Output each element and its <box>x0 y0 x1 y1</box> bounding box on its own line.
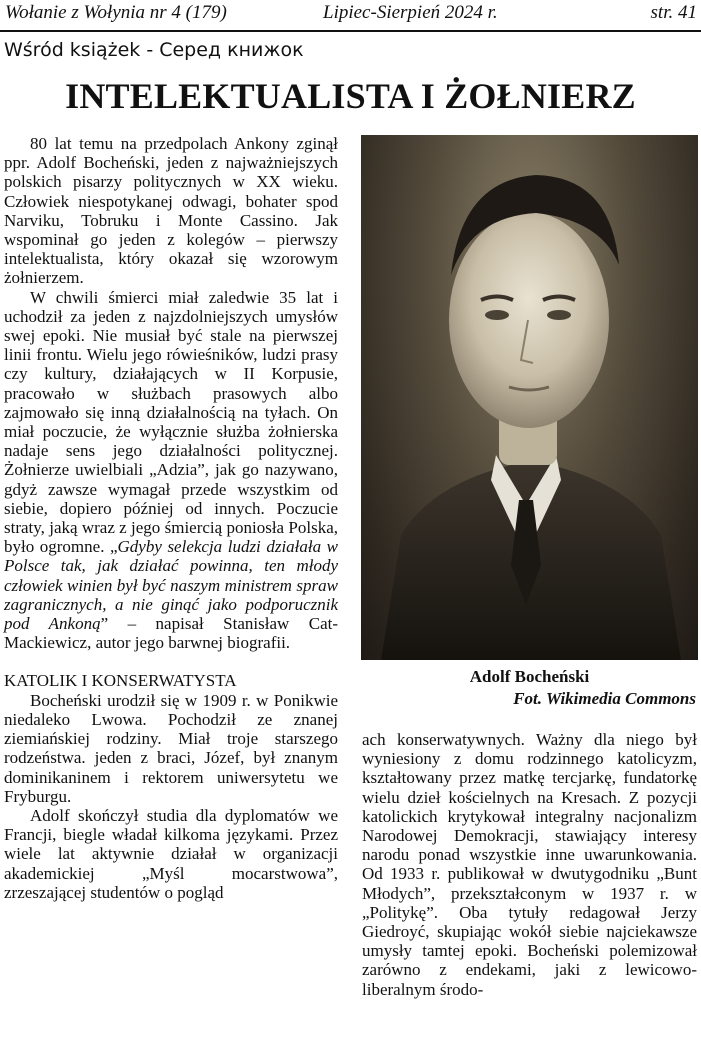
page-number: str. 41 <box>650 2 697 23</box>
paragraph-4-continued: ach konserwatywnych. Ważny dla niego był wyniesiony z domu rodzinnego katolicyzm, kształtowany przez matkę tercjarkę, fundatorkę wielu dzieł kościelnych na Kresach. Z pozycji katolickich krytykował integralny nacjonalizm Narodowej Demokracji, stawiający interesy narodu ponad wszystkie inne uwarunkowania. Od 1933 r. publikował w dwutygodniku „Bunt Młodych”, przekształconym w 1937 r. w „Politykę”. Oba tytuły redagował Jerzy Giedroyć, skupiając wokół siebie najciekawsze umysły tamtej epoki. Bocheński polemizował zarówno z endekami, jaki z lewicowo-liberalnym środo- <box>362 730 697 999</box>
paragraph-2-start: W chwili śmierci miał zaledwie 35 lat i uchodził za jeden z najzdolniejszych umysłów swej epoki. Nie musiał być stale na pierwszej linii frontu. Wielu jego rówieśników, ludzi prasy czy kultury, działających w II Korpusie, pracowało w służbach prasowych albo zajmowało się inną działalnością na tyłach. On miał poczucie, że wyłącznie służba żołnierska nadaje sens jego działalności politycznej. Żołnierze uwielbiali „Adzia”, jak go nazywano, gdyż zawsze wymagał przede wszystkim od siebie, dopiero później od innych. Poczucie straty, jaką wraz z jego śmiercią poniosła Polska, było ogromne. „ <box>4 287 338 557</box>
paragraph-2 <box>4 288 338 653</box>
issue-date: Lipiec-Sierpień 2024 r. <box>323 2 498 23</box>
section-title: Wśród książek - Серед книжок <box>4 39 304 61</box>
header-rule <box>0 30 701 32</box>
article-column-left <box>4 134 338 902</box>
issue-title: Wołanie z Wołynia nr 4 (179) <box>5 2 227 23</box>
article-column-right <box>362 730 697 999</box>
paragraph-2-end: ” – napisał Stanisław Cat-Mackiewicz, autor jego barwnej biografii. <box>4 614 339 653</box>
portrait-illustration <box>361 135 698 660</box>
portrait-photo <box>361 135 698 660</box>
paragraph-1: 80 lat temu na przedpolach Ankony zginął ppr. Adolf Bocheński, jeden z najważniejszych polskich pisarzy politycznych w XX wieku. Człowiek niespotykanej odwagi, bohater spod Narviku, Tobruku i Monte Cassino. Jak wspominał go jeden z kolegów – pierwszy intelektualista, który okazał się wzorowym żołnierzem. <box>4 134 338 288</box>
photo-credit: Fot. Wikimedia Commons <box>513 689 696 708</box>
running-header <box>5 0 697 28</box>
photo-caption: Adolf Bocheński <box>469 667 590 686</box>
paragraph-3: Bocheński urodził się w 1909 r. w Ponikwie niedaleko Lwowa. Pochodził ze znanej ziemiańskiej rodziny. Miał troje starszego rodzeństwa. jeden z braci, Józef, był znanym dominikaninem i rektorem uniwersytetu we Fryburgu. <box>4 690 338 806</box>
subheading: KATOLIK I KONSERWATYSTA <box>4 671 237 691</box>
paragraph-4: Adolf skończył studia dla dyplomatów we Francji, biegle władał kilkoma językami. Przez wiele lat aktywnie działał w organizacji akademickiej „Myśl mocarstwowa”, zrzeszającej studentów o pogląd <box>4 805 338 902</box>
article-headline: INTELEKTUALISTA I ŻOŁNIERZ <box>65 76 636 116</box>
cat-mackiewicz-quote: Gdyby selekcja ludzi działała w Polsce tak, jak działać powinna, ten młody człowiek winien był być naszym ministrem spraw zagranicznych, a nie ginąć jako podporucznik pod Ankoną <box>4 537 338 634</box>
